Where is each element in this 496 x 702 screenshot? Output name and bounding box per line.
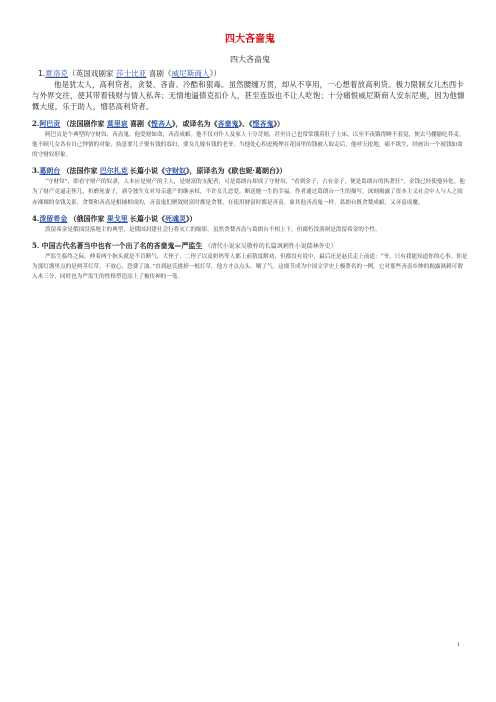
section-body: 他是犹太人，高利贷者，贪婪、吝啬、冷酷和狠毒。虽然腰缠万贯，却从不享用，一心想着放高利贷。极力限制女儿杰西卡与外界交往，使其带着钱财与情人私奔；无情地逼债克扣仆人，甚至连饭也不让人吃饱；十分痛恨威尼斯商人安东尼奥，因为他慷慨大度，乐于助人，憎恶高利贷者。 bbox=[32, 80, 465, 112]
work-link[interactable]: 悭吝鬼 bbox=[252, 118, 274, 128]
section-body: 泼留希金是俄国没落地主的典型，是俄国封建社会行将灭亡的缩影。虽然贪婪吝啬与葛朗台不相上下，但腐朽没落则是泼留希金的个性。 bbox=[45, 226, 381, 233]
section-heading bbox=[32, 68, 468, 79]
section-yan-jiansheng bbox=[32, 240, 468, 283]
author-link[interactable]: 莎士比亚 bbox=[116, 69, 147, 78]
section-heading bbox=[32, 213, 468, 225]
author-link[interactable]: 莫里哀 bbox=[106, 118, 128, 128]
page-subtitle: 四大吝啬鬼 bbox=[230, 55, 270, 64]
heading-note: （清代小说家吴敬梓的长篇讽刺性小说儒林外史） bbox=[204, 243, 337, 251]
section-number: 5. bbox=[32, 241, 40, 251]
heading-text: 长篇小说《 bbox=[130, 166, 166, 176]
section-body: 阿巴贡是个典型的守财奴、吝啬鬼。他爱财如命，吝啬成癖。他不仅对仆人及家人十分苛刻，甚至自己也常常饿着肚子上床，以至半夜饿得睡不着觉，便去马棚偷吃荞麦。他不顾儿女各有自己钟情的对象，执意要儿子娶有钱的寡妇，要女儿嫁有钱的老爷。当他处心积虑掩埋在花园里的钱被人取走后，他呼天抢地，痛不欲生，经画出一个视钱如命的守财奴形象。 bbox=[32, 131, 465, 159]
section-heading bbox=[32, 165, 468, 177]
section-number: 3. bbox=[32, 166, 40, 176]
page-number: 1 bbox=[456, 642, 460, 648]
heading-text: 》） bbox=[209, 69, 221, 78]
heading-text: 》） bbox=[273, 118, 285, 128]
heading-text: （法国剧作家 bbox=[62, 118, 105, 128]
character-link[interactable]: 泼留希金 bbox=[39, 213, 68, 223]
section-plyushkin bbox=[32, 213, 468, 235]
heading-text: 中国古代名著当中也有一个出了名的吝啬鬼—严监生 bbox=[41, 241, 203, 251]
work-link[interactable]: 死魂灵 bbox=[165, 213, 187, 223]
section-harpagon bbox=[32, 118, 468, 161]
heading-text: （俄国作家 bbox=[69, 213, 105, 223]
heading-text: 》） bbox=[186, 213, 197, 223]
character-link[interactable]: 夏洛克 bbox=[45, 69, 69, 78]
section-body: “守财奴”，即看守财产的奴隶，人本应是财产的主人，是财富的支配者，可是葛朗台却成了守财奴，“看到金子，占有金子，便是葛朗台的执著狂”，金钱已经使他异化。他为了财产竟逼走侄儿，折磨死妻子，剥夺独生女对母亲遗产的继承权，不许女儿恋爱，断送她一生的幸福。作者通过葛朗台一生的描写，深刻揭露了资本主义社会中人与人之间赤裸裸的金钱关系。贪婪和吝啬是相辅相成的，吝啬鬼们聚敛财富时都是贪婪，在使用财富时都是吝啬。象其他吝啬鬼一样，葛朗台既贪婪成癖，又吝啬成魔。 bbox=[32, 179, 465, 206]
heading-text: 》，或译名为《 bbox=[172, 118, 218, 128]
section-number: 2. bbox=[32, 118, 40, 128]
work-link[interactable]: 守财奴 bbox=[165, 166, 187, 176]
author-link[interactable]: 巴尔扎克 bbox=[99, 166, 128, 176]
section-number: 4. bbox=[32, 213, 40, 223]
author-link[interactable]: 果戈里 bbox=[106, 213, 128, 223]
section-grandet bbox=[32, 165, 468, 208]
character-link[interactable]: 葛朗台 bbox=[39, 166, 61, 176]
heading-text: 》、《 bbox=[238, 118, 253, 128]
section-heading bbox=[32, 118, 468, 130]
heading-text: （法国作家 bbox=[62, 166, 98, 176]
page-title: 四大吝啬鬼 bbox=[225, 34, 275, 45]
heading-text: 长篇小说《 bbox=[130, 213, 166, 223]
work-link[interactable]: 悭吝人 bbox=[151, 118, 173, 128]
heading-text: 喜剧《 bbox=[148, 69, 172, 78]
work-link[interactable]: 威尼斯商人 bbox=[171, 69, 210, 78]
section-body: 严监生临终之际，伸着两个指头就是不肯断气，大侄子、二侄子以及奶妈等人都上前猜度解劝，但都没有说中，最后还是赵氏走上前道：“爷，只有我能知道你的心事。你是为那灯盏里点的是两茎灯草，不放心，恐费了油。”直到赵氏挑掉一根灯草，他方才点点头，咽了气。这细节成为中国文学史上极著名的一例，它对那些吝啬乡绅的揭露讽刺可谓入木三分，同时也为严监生的性格塑造添上了极传神的一笔。 bbox=[32, 254, 468, 281]
section-shylock bbox=[32, 68, 468, 113]
work-link[interactable]: 吝啬鬼 bbox=[217, 118, 239, 128]
character-link[interactable]: 阿巴贡 bbox=[39, 118, 61, 128]
section-heading bbox=[32, 240, 468, 252]
heading-text: 》，原译名为《欧也妮·葛朗台》） bbox=[186, 166, 287, 176]
heading-text: （英国戏剧家 bbox=[68, 69, 114, 78]
section-number: 1. bbox=[38, 69, 46, 78]
heading-text: 喜剧《 bbox=[130, 118, 152, 128]
